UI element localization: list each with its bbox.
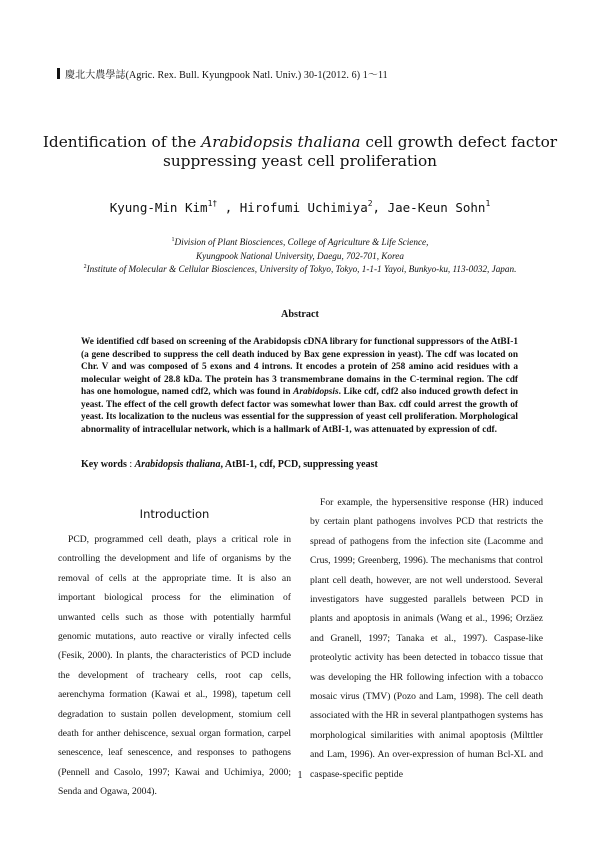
affiliation-1-line-1: $^1$Division of Plant Biosciences, College of Agriculture & Life Science, xyxy=(171,237,429,247)
author-2-affil-mark: 2 xyxy=(367,199,373,208)
journal-citation-header xyxy=(57,66,388,81)
affiliation-2: $^2$Institute of Molecular & Cellular Biosciences, University of Tokyo, Tokyo, 1-1-1 Yayoi, Bunkyo-ku, 113-0032, Japan. xyxy=(83,264,517,274)
keywords: Key words : Arabidopsis thaliana, AtBI-1, cdf, PCD, suppressing yeast xyxy=(81,459,378,470)
author-1: Kyung-Min Kim xyxy=(109,200,208,215)
author-2: Hirofumi Uchimiya xyxy=(239,200,368,215)
intro-right-paragraph: For example, the hypersensitive response (HR) induced by certain plant pathogens involves PCD that restricts the spread of pathogens from the infection site (Lacomme and Crus, 1999; Greenberg, 1996). The mechanisms that control plant cell death, however, are not well understood. Several investigators have suggested parallels between PCD in plants and apoptosis in animals (Wang et al., 1996; Orzäez and Granell, 1997; Tanaka et al., 1997). Caspase-like proteolytic activity has been detected in tobacco tissue that was developing the HR following infection with a tobacco mosaic virus (TMV) (Pozo and Lam, 1998). The cell death associated with the HR in several plantpathogen systems has morphological similarities with animal apoptosis (Milttler and Lam, 1996). An over-expression of human Bcl-XL and caspase-specific peptide xyxy=(310,497,543,780)
author-3: Jae-Keun Sohn xyxy=(387,200,486,215)
affiliation-1-line-2: Kyungpook National University, Daegu, 702-701, Korea xyxy=(196,251,404,261)
title-species-italic: Arabidopsis thaliana xyxy=(201,133,361,151)
title-line-1: Identification of the Arabidopsis thaliana cell growth defect factor xyxy=(42,133,558,151)
abstract-body: We identified cdf based on screening of the Arabidopsis cDNA library for functional suppressors of the AtBI-1 (a gene described to suppress the cell death induced by Bax gene expression in yeast). The cdf was located on Chr. V and was composed of 5 exons and 4 introns. It encodes a protein of 258 amino acid residues with a molecular weight of 28.8 kDa. The protein has 3 transmembrane domains in the C-terminal region. The cdf has one homologue, named cdf2, which was found in Arabidopsis. Like cdf, cdf2 also induced growth defect in yeast. The effect of the cell growth defect factor was somewhat lower than Bax. cdf could arrest the growth of yeast. Its localization to the nucleus was essential for the suppression of yeast cell proliferation. Morphological abnormality of intracellular network, which is a hallmark of AtBI-1, was attenuated by expression of cdf. xyxy=(81,337,518,435)
author-1-affil-mark: 1† xyxy=(207,199,218,208)
intro-left-column xyxy=(58,530,291,802)
keywords-label: Key words xyxy=(81,459,127,470)
intro-left-paragraph: PCD, programmed cell death, plays a critical role in controlling the development and life of organisms by the removal of cells at the appropriate time. It is also an important biological process for the elimination of unwanted cells such as those with potentially harmful genomic mutations, auto reactive or virally infected cells (Fesik, 2000). In plants, the characteristics of PCD include the development of tracheary cells, root cap cells, aerenchyma formation (Kawai et al., 1998), tapetum cell degradation to sustain pollen development, stomium cell death for anther dehiscence, sexual organ formation, carpel senescence, leaf senescence, and responses to pathogens (Pennell and Casolo, 1997; Kawai and Uchimiya, 2000; Senda and Ogawa, 2004). xyxy=(58,534,291,798)
introduction-heading: Introduction xyxy=(139,507,210,521)
page-number: 1 xyxy=(297,770,303,781)
citation-text: 慶北大農學誌(Agric. Rex. Bull. Kyungpook Natl. Univ.) 30-1(2012. 6) 1～11 xyxy=(65,70,388,81)
title-line-2: suppressing yeast cell proliferation xyxy=(162,152,438,170)
header-bar-decoration xyxy=(57,68,60,79)
intro-right-column xyxy=(310,493,543,784)
abstract-italic-term: Arabidopsis xyxy=(293,387,339,397)
abstract-heading: Abstract xyxy=(281,309,319,320)
paper-title xyxy=(0,133,600,171)
author-list: Kyung-Min Kim$^{1\dagger}$ , Hirofumi Uchimiya$^2$, Jae-Keun Sohn$^1$ xyxy=(109,199,491,215)
author-3-affil-mark: 1 xyxy=(485,199,491,208)
